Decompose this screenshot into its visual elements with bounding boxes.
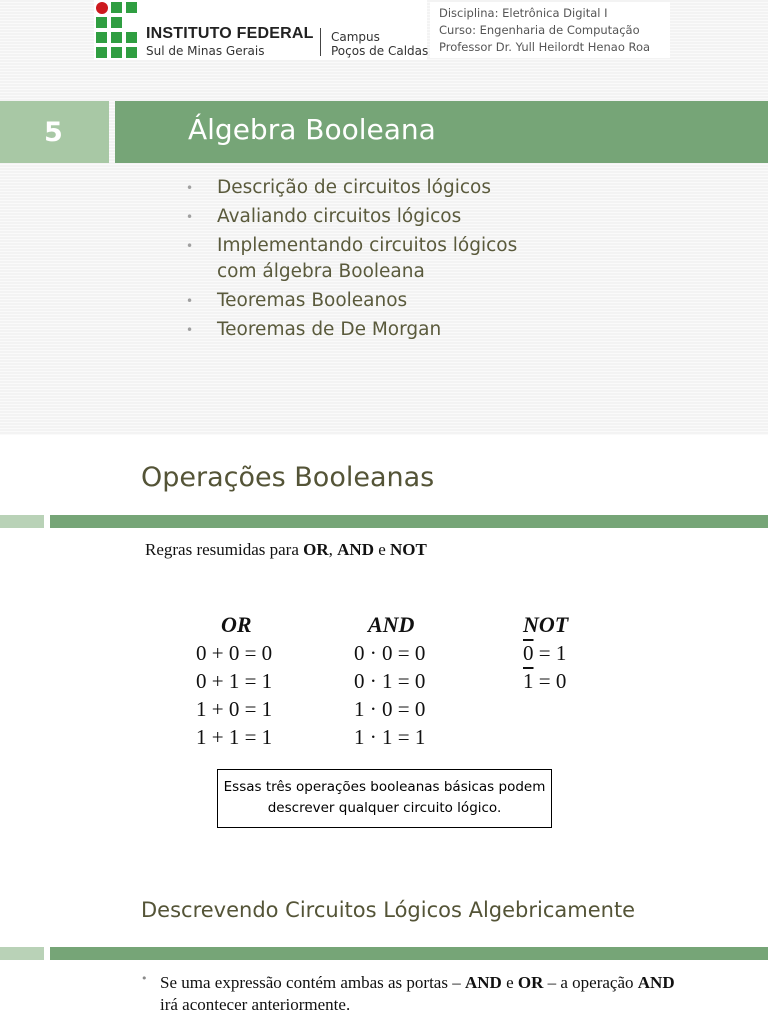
list-item-label: Avaliando circuitos lógicos (217, 206, 462, 227)
rule-text: irá acontecer anteriormente. (160, 995, 351, 1014)
rule-and: AND (637, 973, 675, 992)
not-operand: 0 (523, 641, 534, 665)
intro-text: Regras resumidas para (145, 540, 304, 559)
note-text: Essas três operações booleanas básicas podem descrever qualquer circuito lógico. (223, 779, 546, 816)
campus-name: Poços de Caldas (331, 44, 429, 58)
and-heading: AND (368, 612, 415, 637)
note-box (217, 769, 552, 828)
not-result: = 0 (533, 669, 567, 693)
topic-list (186, 175, 557, 346)
and-rule: 0 · 0 = 0 (354, 641, 426, 665)
bullet-icon: • (186, 294, 194, 308)
list-item-label: Implementando circuitos lógicos com álgebra Booleana (217, 235, 518, 282)
and-rule: 1 · 1 = 1 (354, 725, 426, 749)
campus-label: Campus (331, 30, 380, 44)
list-item-label: Teoremas Booleanos (217, 290, 408, 311)
logo-square (96, 47, 107, 58)
intro-not: NOT (390, 540, 427, 559)
bullet-icon: • (186, 323, 194, 337)
slide-title: Álgebra Booleana (188, 113, 436, 146)
or-rule: 1 + 0 = 1 (196, 697, 273, 721)
slide-number: 5 (44, 117, 63, 148)
intro-separator: , (328, 540, 338, 559)
bullet-icon: • (186, 239, 194, 253)
logo-divider (320, 28, 321, 56)
bullet-icon: • (141, 972, 148, 985)
list-item (186, 317, 557, 343)
list-item (186, 233, 557, 285)
logo-square (126, 47, 137, 58)
logo-square (126, 2, 137, 13)
or-rule: 0 + 0 = 0 (196, 641, 273, 665)
and-rules-column (354, 611, 425, 751)
rules-intro (145, 540, 427, 560)
section-title: Descrevendo Circuitos Lógicos Algebricamente (141, 898, 636, 922)
bullet-icon: • (186, 210, 194, 224)
logo-square (96, 32, 107, 43)
institute-subtitle: Sul de Minas Gerais (146, 44, 265, 58)
list-item-label: Descrição de circuitos lógicos (217, 177, 492, 198)
or-rule: 0 + 1 = 1 (196, 669, 273, 693)
header (0, 0, 768, 66)
or-rule: 1 + 1 = 1 (196, 725, 273, 749)
not-result: = 1 (533, 641, 567, 665)
logo-square (96, 17, 107, 28)
and-rule: 1 · 0 = 0 (354, 697, 426, 721)
rule-and: AND (464, 973, 502, 992)
not-heading: NOT (523, 612, 569, 637)
slide-1 (0, 0, 768, 435)
accent-bar (50, 947, 768, 960)
logo-square (126, 32, 137, 43)
list-item (186, 175, 557, 201)
institute-name: INSTITUTO FEDERAL (146, 25, 314, 42)
rule-text: – a operação (543, 973, 638, 992)
not-rule (523, 667, 568, 695)
list-item (186, 288, 557, 314)
or-heading: OR (221, 612, 252, 637)
logo-red-dot (96, 2, 108, 14)
or-rules-column (196, 611, 272, 751)
not-rule (523, 639, 568, 667)
list-item-label: Teoremas de De Morgan (217, 319, 442, 340)
accent-bar-small (0, 515, 44, 528)
rule-text: e (501, 973, 518, 992)
accent-bar (50, 515, 768, 528)
not-rules-column (523, 611, 568, 695)
intro-conjunction: e (373, 540, 391, 559)
rule-or: OR (517, 973, 544, 992)
not-operand: 1 (523, 669, 534, 693)
course-program: Curso: Engenharia de Computação (439, 23, 640, 37)
list-item (186, 204, 557, 230)
precedence-rule (160, 972, 680, 1016)
intro-or: OR (303, 540, 329, 559)
intro-and: AND (337, 540, 374, 559)
course-professor: Professor Dr. Yull Heilordt Henao Roa (439, 40, 651, 54)
section-title: Operações Booleanas (141, 462, 435, 493)
rule-text: Se uma expressão contém ambas as portas – (160, 973, 465, 992)
accent-bar-small (0, 947, 44, 960)
and-rule: 0 · 1 = 0 (354, 669, 426, 693)
logo-square (111, 2, 122, 13)
course-discipline: Disciplina: Eletrônica Digital I (439, 6, 608, 20)
institute-logo-icon (96, 2, 138, 58)
bullet-icon: • (186, 181, 194, 195)
logo-square (111, 32, 122, 43)
logo-square (111, 47, 122, 58)
logo-square (111, 17, 122, 28)
